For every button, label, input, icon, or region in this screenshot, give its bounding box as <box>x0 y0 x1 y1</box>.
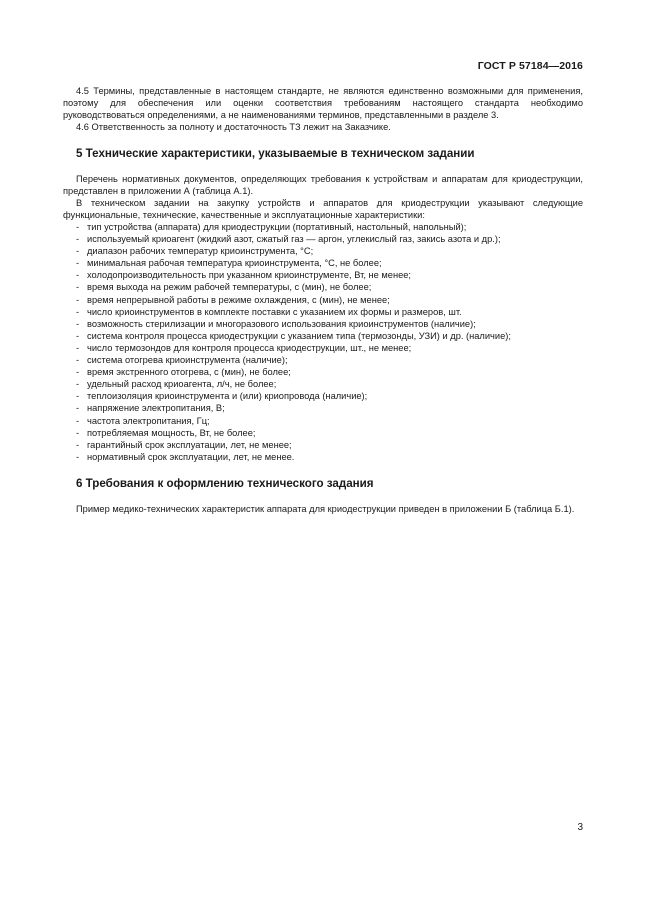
list-item-text: напряжение электропитания, В; <box>87 403 225 414</box>
list-item <box>63 354 583 366</box>
section-6-heading: 6 Требования к оформлению технического задания <box>76 476 374 490</box>
list-item-marker: - <box>76 282 80 293</box>
characteristics-list <box>63 221 583 463</box>
list-item-marker: - <box>76 451 80 462</box>
list-item-marker: - <box>76 246 80 257</box>
list-item-text: нормативный срок эксплуатации, лет, не менее. <box>87 451 295 462</box>
list-item <box>63 245 583 257</box>
list-item-text: система отогрева криоинструмента (наличие); <box>87 355 288 366</box>
list-item-marker: - <box>76 439 80 450</box>
list-item-marker: - <box>76 391 80 402</box>
list-item-marker: - <box>76 234 80 245</box>
list-item-marker: - <box>76 355 80 366</box>
list-item-marker: - <box>76 415 80 426</box>
list-item-text: диапазон рабочих температур криоинструмента, °С; <box>87 246 314 257</box>
list-item <box>63 451 583 463</box>
list-item-marker: - <box>76 270 80 281</box>
list-item-text: время выхода на режим рабочей температуры, с (мин), не более; <box>87 282 372 293</box>
list-item <box>63 427 583 439</box>
list-item <box>63 390 583 402</box>
document-code-header: ГОСТ Р 57184—2016 <box>477 60 583 72</box>
list-item <box>63 221 583 233</box>
list-item-marker: - <box>76 367 80 378</box>
list-item <box>63 378 583 390</box>
list-item-text: число термозондов для контроля процесса криодеструкции, шт., не менее; <box>87 342 412 353</box>
list-item-text: теплоизоляция криоинструмента и (или) криопровода (наличие); <box>87 391 368 402</box>
list-item <box>63 402 583 414</box>
list-item-text: тип устройства (аппарата) для криодеструкции (портативный, настольный, напольный); <box>87 222 467 232</box>
list-item <box>63 257 583 269</box>
list-item-text: время экстренного отогрева, с (мин), не более; <box>87 367 291 378</box>
list-item <box>63 294 583 306</box>
list-item-marker: - <box>76 330 80 341</box>
list-item-marker: - <box>76 258 80 269</box>
list-item <box>63 318 583 330</box>
list-item-text: используемый криоагент (жидкий азот, сжатый газ — аргон, углекислый газ, закись азота и др.); <box>87 234 501 245</box>
section-5-paragraph-2: В техническом задании на закупку устройств и аппаратов для криодеструкции указывают следующие функциональные, технические, качественные и эксплуатационные характеристики: <box>63 198 583 220</box>
list-item <box>63 281 583 293</box>
section-6-paragraph-1: Пример медико-технических характеристик аппарата для криодеструкции приведен в приложении Б (таблица Б.1). <box>76 503 575 514</box>
list-item-text: гарантийный срок эксплуатации, лет, не менее; <box>87 439 292 450</box>
list-item-text: возможность стерилизации и многоразового использования криоинструментов (наличие); <box>87 318 476 329</box>
list-item-marker: - <box>76 294 80 305</box>
list-item-text: система контроля процесса криодеструкции с указанием типа (термозонды, УЗИ) и др. (наличие); <box>87 330 511 341</box>
list-item-marker: - <box>76 342 80 353</box>
list-item <box>63 269 583 281</box>
list-item <box>63 306 583 318</box>
list-item-text: время непрерывной работы в режиме охлаждения, с (мин), не менее; <box>87 294 390 305</box>
list-item-marker: - <box>76 222 80 232</box>
list-item-text: число криоинструментов в комплекте поставки с указанием их формы и размеров, шт. <box>87 306 462 317</box>
list-item-text: минимальная рабочая температура криоинструмента, °С, не более; <box>87 258 382 269</box>
paragraph-4-5: 4.5 Термины, представленные в настоящем стандарте, не являются единственно возможными для применения, поэтому для обеспечения или оценки соответствия требованиям настоящего стандарта необходимо руководствоваться определениями, а не наименованиями терминов, представленными в разделе 3. <box>63 86 583 120</box>
list-item-text: холодопроизводительность при указанном криоинструменте, Вт, не менее; <box>87 270 412 281</box>
list-item-marker: - <box>76 403 80 414</box>
list-item-text: частота электропитания, Гц; <box>87 415 210 426</box>
list-item-text: потребляемая мощность, Вт, не более; <box>87 427 256 438</box>
list-item <box>63 330 583 342</box>
section-5-heading: 5 Технические характеристики, указываемые в техническом задании <box>76 147 475 160</box>
page-content <box>63 85 583 515</box>
list-item <box>63 366 583 378</box>
section-5-paragraph-1: Перечень нормативных документов, определяющих требования к устройствам и аппаратам для криодеструкции, представлен в приложении А (таблица А.1). <box>63 174 583 196</box>
list-item <box>63 415 583 427</box>
list-item-marker: - <box>76 318 80 329</box>
list-item <box>63 233 583 245</box>
list-item <box>63 342 583 354</box>
list-item <box>63 439 583 451</box>
list-item-marker: - <box>76 379 80 390</box>
list-item-text: удельный расход криоагента, л/ч, не более; <box>87 379 277 390</box>
page-number: 3 <box>577 822 583 833</box>
paragraph-4-6: 4.6 Ответственность за полноту и достаточность ТЗ лежит на Заказчике. <box>76 122 391 132</box>
list-item-marker: - <box>76 306 80 317</box>
list-item-marker: - <box>76 427 80 438</box>
